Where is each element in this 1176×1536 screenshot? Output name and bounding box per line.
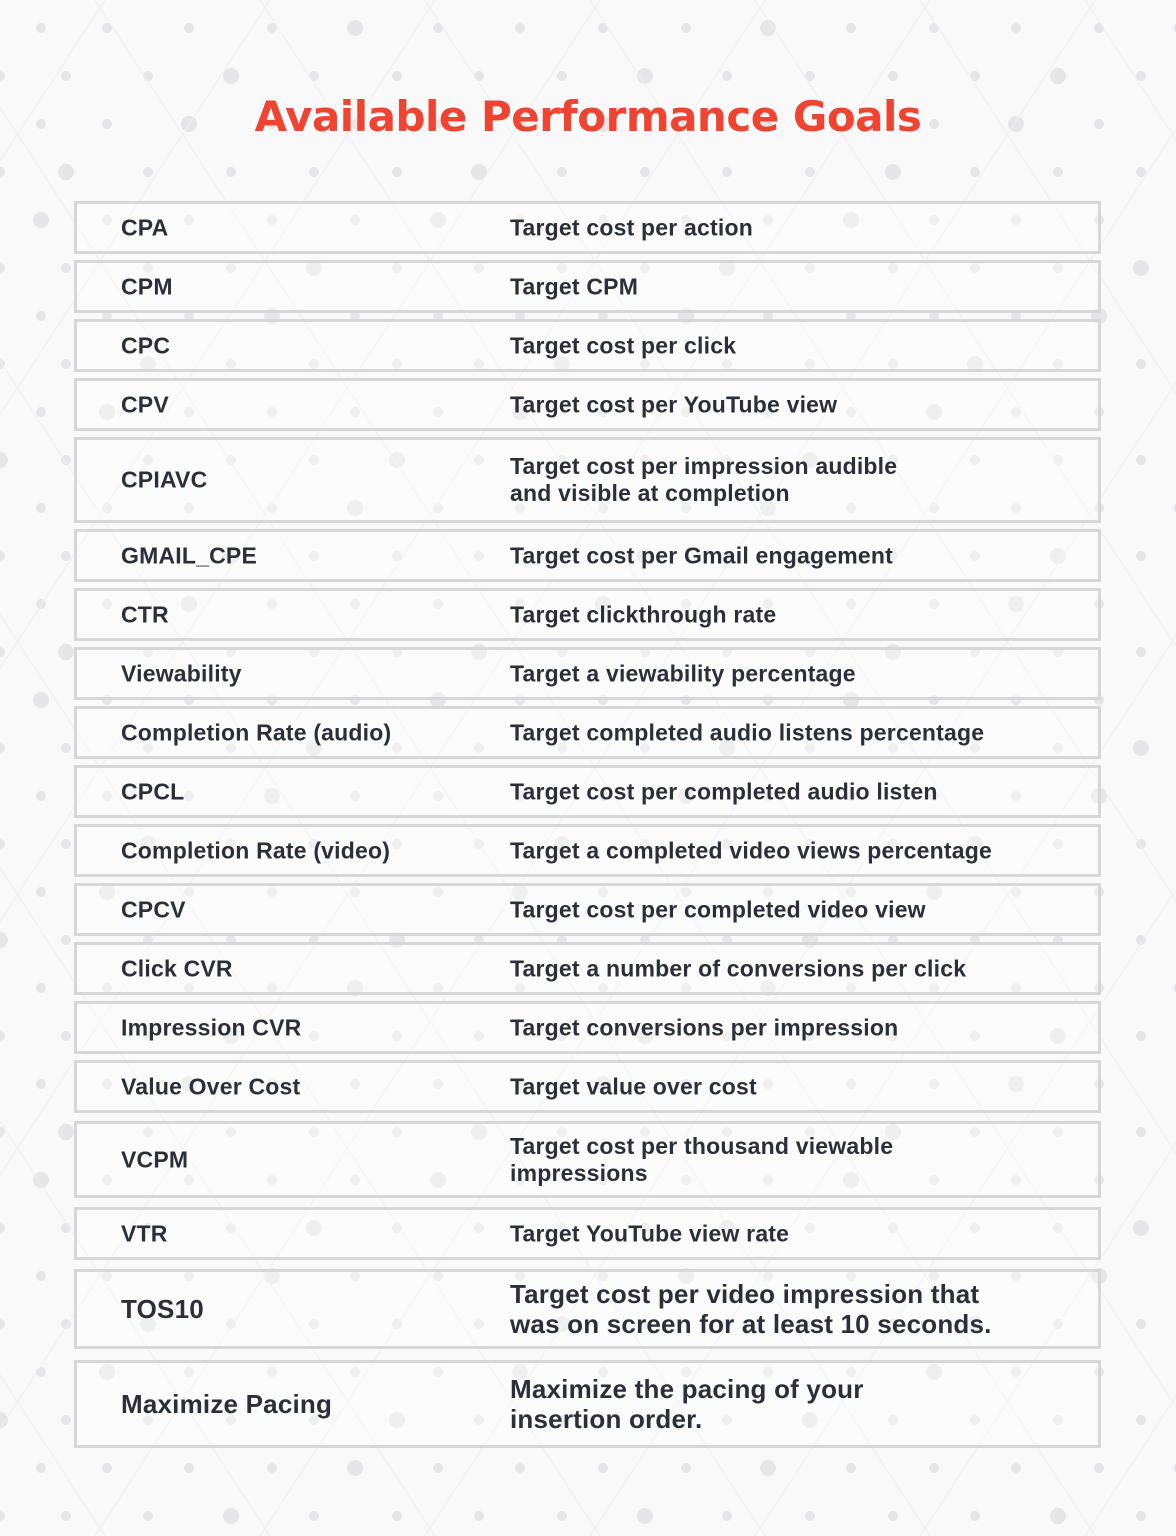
goal-name: CPIAVC <box>121 466 208 493</box>
goal-name: CPA <box>121 214 169 240</box>
goal-name: CPCL <box>121 778 185 804</box>
goal-name: CPCV <box>121 896 186 922</box>
goal-description: Target cost per Gmail engagement <box>510 542 894 568</box>
goal-row <box>74 706 1101 759</box>
goal-row <box>74 201 1101 254</box>
goal-description: Target cost per impression audible and visible at completion <box>510 453 898 506</box>
goal-description: Maximize the pacing of your insertion order. <box>510 1374 864 1434</box>
goal-name: Click CVR <box>121 955 233 981</box>
goal-description: Target YouTube view rate <box>510 1220 790 1246</box>
goal-row <box>74 1269 1101 1349</box>
goal-name: VTR <box>121 1220 168 1246</box>
goal-row <box>74 319 1101 372</box>
goal-description: Target cost per video impression that was on screen for at least 10 seconds. <box>510 1279 992 1339</box>
goal-description: Target cost per YouTube view <box>510 391 838 417</box>
goal-name: Viewability <box>121 660 242 686</box>
goal-name: TOS10 <box>121 1294 204 1324</box>
goal-row <box>74 378 1101 431</box>
goal-name: CPV <box>121 391 169 417</box>
goal-name: GMAIL_CPE <box>121 542 257 568</box>
goal-description: Target cost per completed audio listen <box>510 778 938 804</box>
goal-row <box>74 529 1101 582</box>
goal-name: Completion Rate (video) <box>121 837 391 863</box>
goal-description: Target completed audio listens percentage <box>510 719 985 745</box>
goal-name: CTR <box>121 601 169 627</box>
goal-row <box>74 1121 1101 1198</box>
goal-name: Maximize Pacing <box>121 1389 333 1419</box>
goal-row <box>74 1360 1101 1448</box>
goal-row <box>74 883 1101 936</box>
goal-description: Target cost per completed video view <box>510 896 926 922</box>
goal-row <box>74 1207 1101 1260</box>
goal-name: Impression CVR <box>121 1014 302 1040</box>
goal-description: Target value over cost <box>510 1073 757 1099</box>
goal-row <box>74 942 1101 995</box>
goal-name: CPC <box>121 332 171 358</box>
goal-name: Value Over Cost <box>121 1073 301 1099</box>
page-title: Available Performance Goals <box>254 92 922 141</box>
goal-name: Completion Rate (audio) <box>121 719 392 745</box>
goal-row <box>74 588 1101 641</box>
goal-row <box>74 260 1101 313</box>
goal-name: VCPM <box>121 1146 189 1172</box>
goal-description: Target CPM <box>510 273 639 299</box>
goal-description: Target a number of conversions per click <box>510 955 967 981</box>
goal-row <box>74 765 1101 818</box>
goal-row <box>74 824 1101 877</box>
goal-description: Target a viewability percentage <box>510 660 856 686</box>
goal-row <box>74 1060 1101 1113</box>
goal-row <box>74 1001 1101 1054</box>
goal-name: CPM <box>121 273 173 299</box>
goal-description: Target clickthrough rate <box>510 601 777 627</box>
goal-description: Target cost per thousand viewable impressions <box>510 1132 894 1186</box>
goal-description: Target a completed video views percentage <box>510 837 992 863</box>
goal-row <box>74 647 1101 700</box>
goal-description: Target cost per click <box>510 332 737 358</box>
goal-description: Target cost per action <box>510 214 753 240</box>
goal-row <box>74 437 1101 523</box>
goal-description: Target conversions per impression <box>510 1014 899 1040</box>
